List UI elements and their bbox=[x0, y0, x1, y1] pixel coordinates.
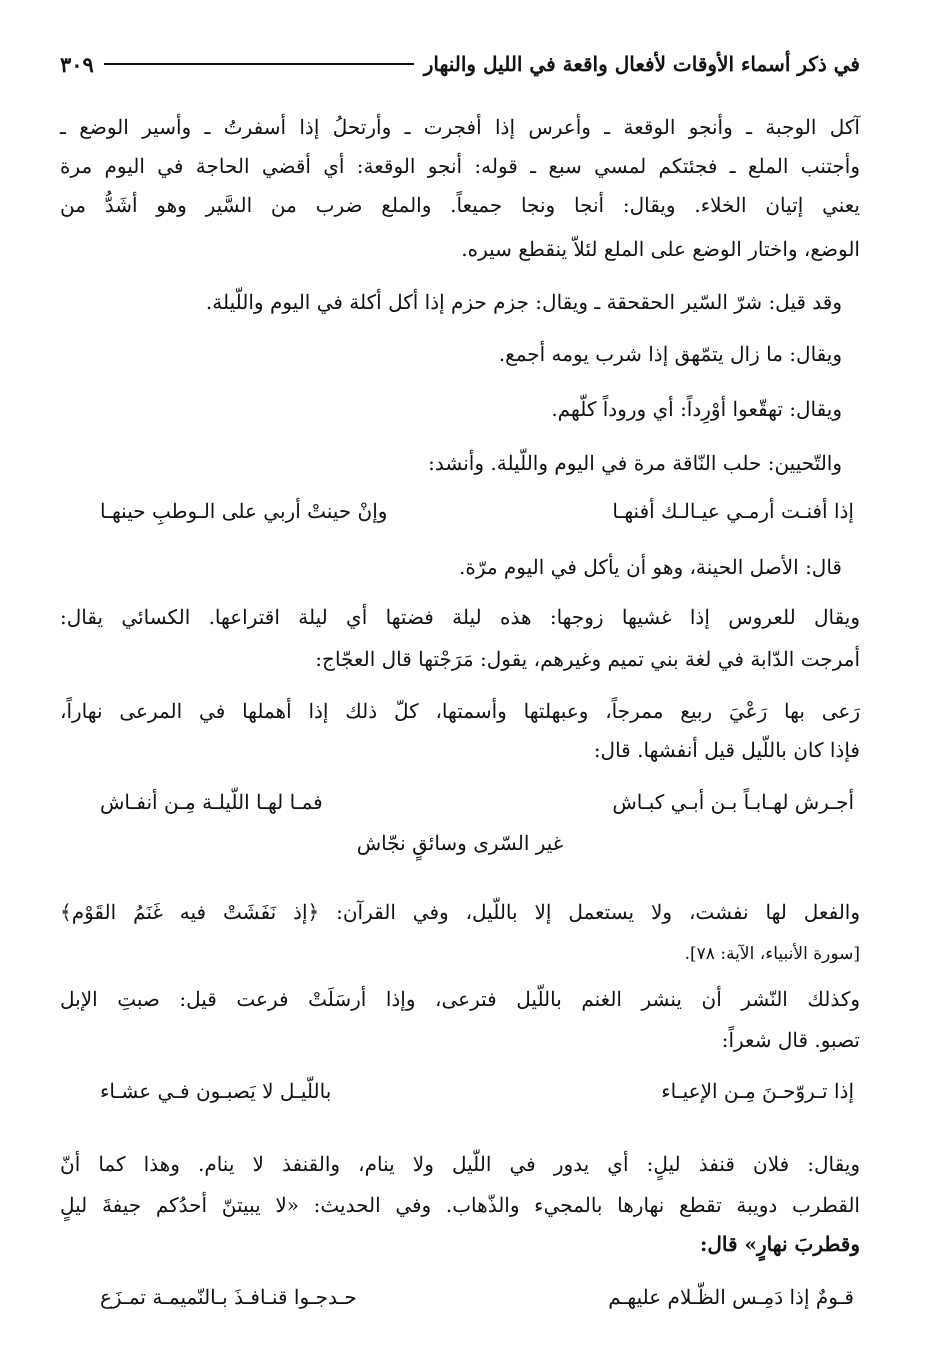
text-line-16: تصبو. قال شعراً: bbox=[721, 1028, 860, 1052]
text-line-15: وكذلك النّشر أن ينشر الغنم باللّيل فترعى، وإذا أرسَلَتْ فرعت قيل: صبتِ الإبل bbox=[60, 987, 860, 1011]
text-line-17: ويقال: فلان قنفذ ليلٍ: أي يدور في اللّيل ولا ينام، والقنفذ لا ينام. وهذا كما أنّ bbox=[60, 1152, 860, 1176]
text-line-14: والفعل لها نفشت، ولا يستعمل إلا باللّيل، وفي القرآن: ﴿إذ نَفَشَتْ فيه غَنَمُ القَوْم﴾ bbox=[60, 900, 860, 924]
text-line-11: أمرجت الدّابة في لغة بني تميم وغيرهم، يقول: مَرَجْتها قال العجّاج: bbox=[315, 647, 860, 671]
verse-3-second-hemistich: باللّيـل لا يَصبـون فـي عشـاء bbox=[100, 1079, 332, 1103]
verse-1-second-hemistich: وإنْ حينتْ أربي على الـوطبِ حينهـا bbox=[100, 499, 388, 523]
text-line-2: وأجتنب الملع ـ فجئتكم لمسي سبع ـ قوله: أنجو الوقعة: أي أقضي الحاجة في اليوم مرة bbox=[60, 154, 860, 178]
verse-4-first-hemistich: قـومٌ إذا دَمِـس الظّـلام عليهـم bbox=[608, 1285, 854, 1309]
page-number: ٣٠٩ bbox=[60, 51, 94, 77]
verse-2-first-hemistich: أجـرش لهـابـاً بـن أبـي كبـاش bbox=[612, 790, 854, 814]
running-header bbox=[60, 44, 860, 84]
text-line-4: الوضع، واختار الوضع على الملع لئلاّ ينقطع سيره. bbox=[461, 237, 860, 261]
text-line-13: فإذا كان باللّيل قيل أنفشها. قال: bbox=[593, 738, 860, 762]
verse-4-second-hemistich: حـدجـوا قنـافـذَ بـالنّميمـة تمـزَع bbox=[100, 1285, 357, 1309]
text-line-9: قال: الأصل الحينة، وهو أن يأكل في اليوم مرّة. bbox=[458, 555, 842, 579]
text-line-12: رَعى بها رَعْيَ ربيع ممرجاً، وعبهلتها وأسمتها، كلّ ذلك إذا أهملها في المرعى نهاراً، bbox=[60, 699, 860, 723]
text-line-5: وقد قيل: شرّ السّير الحقحقة ـ ويقال: جزم حزم إذا أكل أكلة في اليوم واللّيلة. bbox=[205, 290, 842, 314]
quran-citation: [سورة الأنبياء، الآية: ٧٨]. bbox=[684, 944, 860, 964]
verse-2-continuation: غير السّرى وسائقٍ نجّاش bbox=[356, 831, 564, 855]
text-line-7: ويقال: تهقّعوا أوْرِداً: أي وروداً كلّهم. bbox=[551, 397, 842, 421]
text-line-19: وقطربَ نهارٍ» قال: bbox=[699, 1232, 860, 1256]
header-title: في ذكر أسماء الأوقات لأفعال واقعة في الليل والنهار bbox=[423, 52, 860, 76]
text-line-1: آكل الوجبة ـ وأنجو الوقعة ـ وأعرس إذا أفجرت ـ وأرتحلُ إذا أسفرتُ ـ وأسير الوضع ـ bbox=[60, 115, 860, 139]
text-line-3: يعني إتيان الخلاء. ويقال: أنجا ونجا جميعاً. والملع ضرب من السَّير وهو أشَدُّ من bbox=[60, 193, 860, 217]
verse-1-first-hemistich: إذا أفنـت أرمـي عيـالـك أفنهـا bbox=[612, 499, 854, 523]
verse-2-second-hemistich: فمـا لهـا اللّيلـة مِـن أنفـاش bbox=[100, 790, 323, 814]
verse-3-first-hemistich: إذا تـروّحـنَ مِـن الإعيـاء bbox=[661, 1079, 854, 1103]
header-rule bbox=[104, 63, 414, 65]
text-line-8: والتّحيين: حلب النّاقة مرة في اليوم واللّيلة. وأنشد: bbox=[428, 451, 842, 475]
text-line-6: ويقال: ما زال يتمّهق إذا شرب يومه أجمع. bbox=[498, 342, 842, 366]
text-line-18: القطرب دويبة تقطع نهارها بالمجيء والذّهاب. وفي الحديث: «لا يبيتنّ أحدُكم جيفةَ ليلٍ bbox=[60, 1193, 860, 1217]
text-line-10: ويقال للعروس إذا غشيها زوجها: هذه ليلة فضتها أي ليلة اقتراعها. الكسائي يقال: bbox=[60, 605, 860, 629]
